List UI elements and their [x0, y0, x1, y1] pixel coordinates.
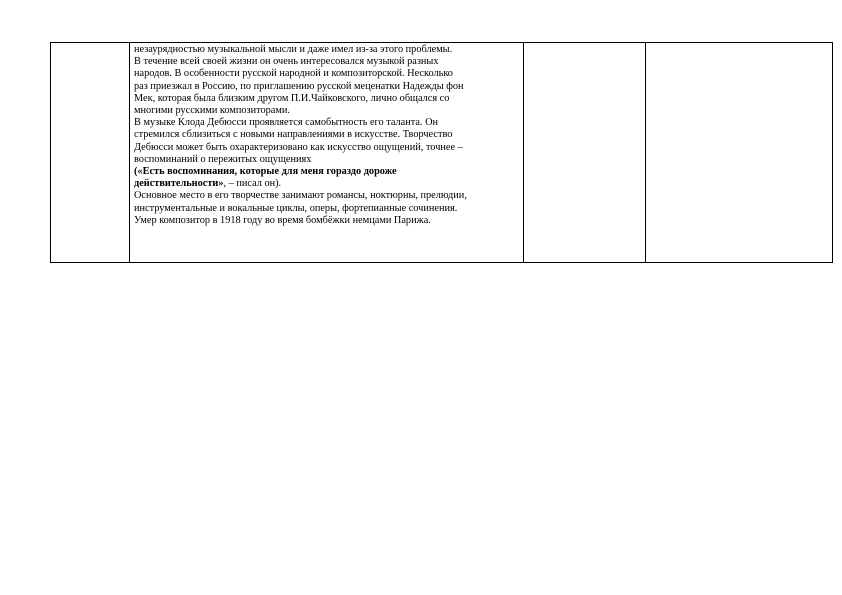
quote-line: («Есть воспоминания, которые для меня гораздо дороже — [134, 166, 397, 178]
text-line: Умер композитор в 1918 году во время бомбёжки немцами Парижа. — [134, 214, 431, 226]
text-line: Мек, которая была близким другом П.И.Чайковского, лично общался со — [134, 92, 450, 104]
table-cell-text — [130, 43, 524, 263]
cell-paragraphs — [130, 43, 523, 227]
text-line: Основное место в его творчестве занимают романсы, ноктюрны, прелюдии, — [134, 190, 467, 202]
text-line: инструментальные и вокальные циклы, оперы, фортепианные сочинения. — [134, 202, 458, 214]
text-line: В музыке Клода Дебюсси проявляется самобытность его таланта. Он — [134, 117, 439, 129]
text-line: раз приезжал в Россию, по приглашению русской меценатки Надежды фон — [134, 80, 464, 92]
table-row — [51, 43, 833, 263]
text-line: народов. В особенности русской народной и композиторской. Несколько — [134, 68, 453, 80]
quote-line-end — [134, 178, 519, 190]
text-line: многими русскими композиторами. — [134, 105, 290, 117]
text-line: стремился сблизиться с новыми направлениями в искусстве. Творчество — [134, 129, 453, 141]
quote-attribution: , – писал он). — [223, 178, 282, 190]
table-cell-empty-3 — [524, 43, 646, 263]
table-cell-empty-1 — [51, 43, 130, 263]
quote-bold-text: действительности» — [134, 178, 224, 190]
document-table — [50, 42, 833, 263]
text-line: Дебюсси может быть охарактеризовано как искусство ощущений, точнее – — [134, 141, 463, 153]
table-cell-empty-4 — [646, 43, 833, 263]
text-line: незаурядностью музыкальной мысли и даже имел из-за этого проблемы. — [134, 44, 453, 55]
text-line: воспоминаний о пережитых ощущениях — [134, 153, 312, 165]
text-line: В течение всей своей жизни он очень интересовался музыкой разных — [134, 56, 439, 68]
